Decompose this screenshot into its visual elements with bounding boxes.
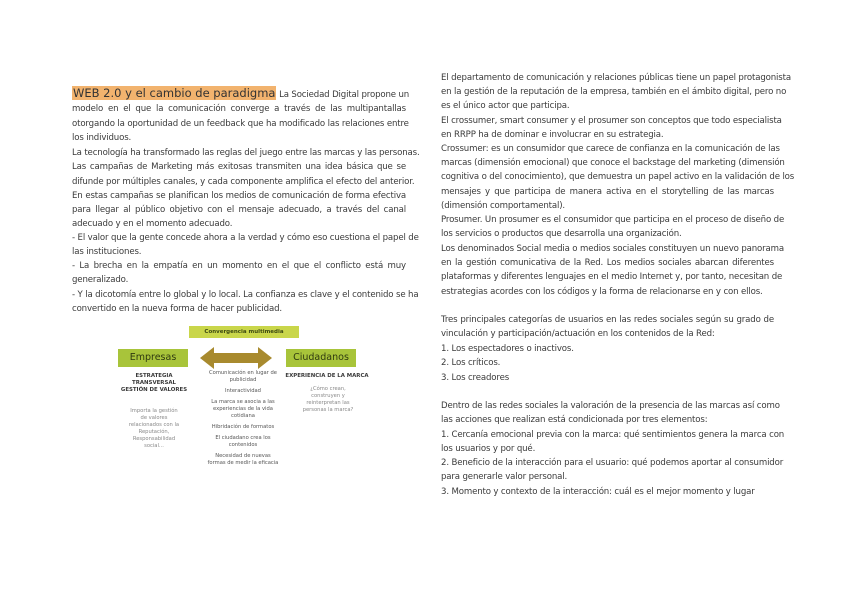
body-line: en RRPP ha de dominar e involucrar en su estrategia. (441, 130, 664, 140)
convergence-diagram (112, 322, 374, 492)
diagram-top-label: Convergencia multimedia (189, 326, 299, 338)
body-line: vinculación y participación/actuación en los contenidos de la Red: (441, 329, 715, 339)
list-item: 3. Los creadores (441, 373, 510, 383)
diagram-left-text: Importa la gestión de valores relacionados con la Reputación, Responsabilidad social... (128, 408, 180, 449)
body-line: Crossumer: es un consumidor que carece de confianza en la comunicación de las (441, 144, 780, 154)
body-line: estrategias acordes con los códigos y la forma de relacionarse en y con ellos. (441, 287, 763, 297)
diagram-empresas-box: Empresas (118, 349, 188, 367)
body-line: - El valor que la gente concede ahora a la verdad y cómo eso cuestiona el papel de (72, 233, 419, 243)
body-line: en la gestión comunicativa de la Red. Los medios sociales abarcan diferentes (441, 258, 774, 268)
body-line: otorgando la oportunidad de un feedback que ha modificado las relaciones entre (72, 119, 409, 129)
intro-line (72, 86, 410, 102)
body-line: Prosumer. Un prosumer es el consumidor que participa en el proceso de diseño de (441, 215, 785, 225)
body-line: Dentro de las redes sociales la valoración de la presencia de las marcas así como (441, 401, 780, 411)
body-line: La tecnología ha transformado las reglas del juego entre las marcas y las personas. (72, 148, 420, 158)
body-line: (dimensión comportamental). (441, 201, 566, 211)
body-line: marcas (dimensión emocional) que conoce el backstage del marketing (dimensión (441, 158, 785, 168)
body-line: para llegar al público objetivo con el mensaje adecuado, a través del canal (72, 205, 406, 215)
body-line: las instituciones. (72, 247, 142, 257)
body-line: los individuos. (72, 133, 132, 143)
body-line: - La brecha en la empatía en un momento en el que el conflicto está muy (72, 261, 406, 271)
body-line: adecuado y en el momento adecuado. (72, 219, 233, 229)
list-item: 2. Beneficio de la interacción para el usuario: qué podemos aportar al consumidor (441, 458, 784, 468)
list-item: los usuarios y por qué. (441, 444, 536, 454)
diagram-right-text: ¿Cómo crean, construyen y reinterpretan las personas la marca? (302, 386, 354, 413)
body-line: Tres principales categorías de usuarios en las redes sociales según su grado de (441, 315, 774, 325)
body-line: convertido en la nueva forma de hacer publicidad. (72, 304, 282, 314)
body-line: las acciones que realizan está condicionada por tres elementos: (441, 415, 708, 425)
body-line: en la gestión de la reputación de la empresa, también en el ámbito digital, pero no (441, 87, 787, 97)
list-item: 2. Los críticos. (441, 358, 501, 368)
list-item: 1. Cercanía emocional previa con la marca: qué sentimientos genera la marca con (441, 430, 785, 440)
intro-text: La Sociedad Digital propone un (279, 90, 410, 100)
body-line: los servicios o productos que desarrolla una organización. (441, 229, 682, 239)
section-title: WEB 2.0 y el cambio de paradigma (73, 86, 276, 100)
body-line: El crossumer, smart consumer y el prosumer son conceptos que todo especialista (441, 116, 782, 126)
body-line: modelo en el que la comunicación converge a través de las multipantallas (72, 104, 406, 114)
body-line: generalizado. (72, 275, 129, 285)
list-item: 3. Momento y contexto de la interacción: cuál es el mejor momento y lugar (441, 487, 755, 497)
double-arrow-icon (200, 346, 272, 370)
body-line: plataformas y diferentes lenguajes en el medio Internet y, por tanto, necesitan de (441, 272, 783, 282)
diagram-middle-list: Comunicación en lugar de publicidad Interactividad La marca se asocia a las experiencias de la vida cotidiana Hibridación de formatos El ciudadano crea los contenidos Necesidad de nuevas formas de medir la eficacia (207, 370, 279, 466)
body-line: es el único actor que participa. (441, 101, 570, 111)
body-line: mensajes y que participa de manera activa en el storytelling de las marcas (441, 187, 774, 197)
body-line: En estas campañas se planifican los medios de comunicación de forma efectiva (72, 191, 406, 201)
body-line: Las campañas de Marketing más exitosas transmiten una idea básica que se (72, 162, 406, 172)
diagram-right-heading: EXPERIENCIA DE LA MARCA (285, 373, 369, 379)
body-line: - Y la dicotomía entre lo global y lo local. La confianza es clave y el contenido se ha (72, 290, 419, 300)
diagram-ciudadanos-box: Ciudadanos (286, 349, 356, 367)
body-line: El departamento de comunicación y relaciones públicas tiene un papel protagonista (441, 73, 791, 83)
body-line: difunde por múltiples canales, y cada componente amplifica el efecto del anterior. (72, 177, 415, 187)
body-line: Los denominados Social media o medios sociales constituyen un nuevo panorama (441, 244, 784, 254)
list-item: para generarle valor personal. (441, 472, 568, 482)
diagram-left-heading: ESTRATEGIA TRANSVERSAL GESTIÓN DE VALORES (120, 373, 188, 393)
list-item: 1. Los espectadores o inactivos. (441, 344, 574, 354)
body-line: cognitiva o del conocimiento), que demuestra un papel activo en la validación de los (441, 172, 795, 182)
